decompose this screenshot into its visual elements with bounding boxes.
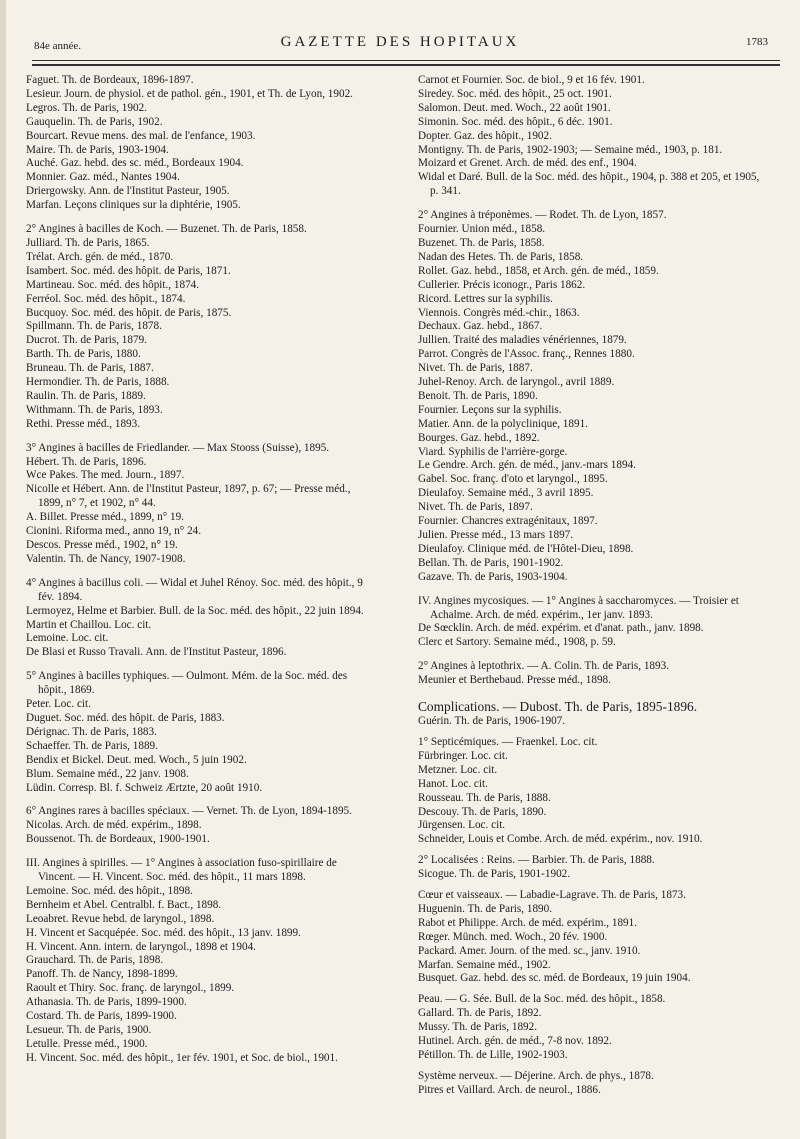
reference-entry: Dopter. Gaz. des hôpit., 1902. (418, 129, 552, 142)
reference-entry: Trélat. Arch. gén. de méd., 1870. (26, 250, 174, 263)
reference-entry: Driergowsky. Ann. de l'Institut Pasteur, 1905. (26, 185, 230, 198)
reference-entry: Peter. Loc. cit. (26, 698, 91, 711)
reference-entry: Jullien. Traité des maladies vénériennes, 1879. (418, 334, 627, 347)
right-column (418, 74, 768, 1098)
reference-entry: Bernheim et Abel. Centralbl. f. Bact., 1898. (26, 898, 222, 911)
reference-entry: Clerc et Sartory. Semaine méd., 1908, p. 59. (418, 636, 616, 649)
reference-entry: Buzenet. Th. de Paris, 1858. (418, 236, 545, 249)
reference-entry: 2° Angines à tréponèmes. — Rodet. Th. de Lyon, 1857. (418, 209, 667, 222)
reference-entry: De Blasi et Russo Travali. Ann. de l'Institut Pasteur, 1896. (26, 646, 287, 659)
reference-entry: Pétillon. Th. de Lille, 1902-1903. (418, 1049, 568, 1061)
reference-entry: Julien. Presse méd., 13 mars 1897. (418, 529, 574, 541)
reference-entry: Complications. — Dubost. Th. de Paris, 1895-1896. (418, 699, 698, 715)
reference-entry: Bruneau. Th. de Paris, 1887. (26, 362, 154, 375)
reference-entry: Nivet. Th. de Paris, 1897. (418, 501, 533, 514)
reference-entry: Cullerier. Précis iconogr., Paris 1862. (418, 278, 586, 291)
reference-entry: Montigny. Th. de Paris, 1902-1903; — Semaine méd., 1903, p. 181. (418, 143, 723, 156)
reference-entry: Hébert. Th. de Paris, 1896. (26, 455, 147, 468)
reference-entry: Lermoyez, Helme et Barbier. Bull. de la Soc. méd. des hôpit., 22 juin 1894. (26, 604, 364, 617)
reference-entry: Wce Pakes. The med. Journ., 1897. (26, 469, 185, 482)
reference-entry: H. Vincent et Sacquépée. Soc. méd. des hôpit., 13 janv. 1899. (26, 926, 301, 939)
reference-entry: Sicogue. Th. de Paris, 1901-1902. (418, 868, 571, 881)
reference-entry: 3° Angines à bacilles de Friedlander. — Max Stooss (Suisse), 1895. (26, 441, 330, 454)
reference-entry: Huguenin. Th. de Paris, 1890. (418, 902, 553, 915)
header-year: 84e année. (34, 40, 82, 52)
reference-entry: Busquet. Gaz. hebd. des sc. méd. de Bordeaux, 19 juin 1904. (418, 972, 691, 985)
reference-entry: Spillmann. Th. de Paris, 1878. (26, 320, 162, 333)
reference-entry: Rœger. Münch. med. Woch., 20 fév. 1900. (418, 930, 608, 943)
reference-entry: Nicolas. Arch. de méd. expérim., 1898. (26, 819, 202, 832)
reference-entry: Matier. Ann. de la polyclinique, 1891. (418, 417, 588, 430)
left-column (26, 74, 376, 1066)
reference-entry: Cionini. Riforma med., anno 19, n° 24. (26, 525, 202, 538)
reference-entry: Gallard. Th. de Paris, 1892. (418, 1007, 542, 1020)
reference-entry: A. Billet. Presse méd., 1899, n° 19. (26, 511, 184, 524)
reference-entry: Packard. Amer. Journ. of the med. sc., janv. 1910. (418, 944, 641, 957)
reference-entry: Juhel-Renoy. Arch. de laryngol., avril 1889. (418, 376, 615, 389)
reference-entry: Gazave. Th. de Paris, 1903-1904. (418, 570, 568, 583)
reference-entry: III. Angines à spirilles. — 1° Angines à association fuso-spirillaire de Vincent. — H. Vincent. Soc. méd. des hôpit., 11 mars 1898. (26, 857, 337, 884)
reference-entry: 6° Angines rares à bacilles spéciaux. — Vernet. Th. de Lyon, 1894-1895. (26, 805, 352, 818)
reference-entry: Jürgensen. Loc. cit. (418, 819, 506, 832)
reference-entry: Fournier. Leçons sur la syphilis. (418, 403, 562, 416)
reference-entry: Mussy. Th. de Paris, 1892. (418, 1021, 538, 1034)
reference-entry: Lemoine. Soc. méd. des hôpit., 1898. (26, 884, 193, 897)
reference-entry: Nicolle et Hébert. Ann. de l'Institut Pasteur, 1897, p. 67; — Presse méd., 1899, n° 7, et 1902, n° 44. (26, 483, 351, 510)
reference-entry: Letulle. Presse méd., 1900. (26, 1037, 148, 1050)
reference-entry: Maire. Th. de Paris, 1903-1904. (26, 143, 169, 156)
reference-entry: Parrot. Congrès de l'Assoc. franç., Rennes 1880. (418, 348, 635, 361)
reference-entry: Bourcart. Revue mens. des mal. de l'enfance, 1903. (26, 129, 256, 142)
reference-entry: Bendix et Bickel. Deut. med. Woch., 5 juin 1902. (26, 753, 247, 766)
reference-entry: Schneider, Louis et Combe. Arch. de méd. expérim., nov. 1910. (418, 833, 703, 846)
reference-entry: Marfan. Leçons cliniques sur la diphtérie, 1905. (26, 199, 241, 212)
reference-entry: Monnier. Gaz. méd., Nantes 1904. (26, 171, 180, 184)
reference-entry: Isambert. Soc. méd. des hôpit. de Paris, 1871. (26, 264, 231, 277)
reference-entry: Lemoine. Loc. cit. (26, 632, 109, 645)
reference-entry: Barth. Th. de Paris, 1880. (26, 348, 141, 361)
header-title: GAZETTE DES HOPITAUX (280, 34, 520, 50)
reference-entry: Schaeffer. Th. de Paris, 1889. (26, 739, 158, 752)
reference-entry: Peau. — G. Sée. Bull. de la Soc. méd. des hôpit., 1858. (418, 993, 666, 1006)
header-rule (32, 60, 780, 61)
reference-entry: Widal et Daré. Bull. de la Soc. méd. des hôpit., 1904, p. 388 et 205, et 1905, p. 341. (418, 171, 760, 198)
reference-entry: Dieulafoy. Semaine méd., 3 avril 1895. (418, 487, 594, 500)
reference-entry: 2° Angines à leptothrix. — A. Colin. Th. de Paris, 1893. (418, 660, 670, 673)
reference-entry: Dechaux. Gaz. hebd., 1867. (418, 320, 543, 333)
reference-entry: Bellan. Th. de Paris, 1901-1902. (418, 556, 564, 569)
reference-entry: Fürbringer. Loc. cit. (418, 749, 508, 762)
reference-entry: Le Gendre. Arch. gén. de méd., janv.-mars 1894. (418, 459, 636, 472)
reference-entry: Legros. Th. de Paris, 1902. (26, 101, 147, 114)
binding-edge (0, 0, 6, 1139)
reference-entry: Rabot et Philippe. Arch. de méd. expérim., 1891. (418, 916, 638, 929)
reference-entry: Cœur et vaisseaux. — Labadie-Lagrave. Th. de Paris, 1873. (418, 889, 686, 902)
header-rule-thick (32, 64, 780, 66)
reference-entry: Athanasia. Th. de Paris, 1899-1900. (26, 996, 187, 1009)
reference-entry: 4° Angines à bacillus coli. — Widal et Juhel Rénoy. Soc. méd. des hôpit., 9 fév. 1894. (26, 576, 363, 603)
reference-entry: Panoff. Th. de Nancy, 1898-1899. (26, 968, 178, 981)
reference-entry: H. Vincent. Ann. intern. de laryngol., 1898 et 1904. (26, 940, 256, 953)
reference-entry: Lüdin. Corresp. Bl. f. Schweiz Ærtzte, 20 août 1910. (26, 781, 263, 794)
reference-entry: Faguet. Th. de Bordeaux, 1896-1897. (26, 74, 194, 86)
reference-entry: Ferréol. Soc. méd. des hôpit., 1874. (26, 292, 186, 305)
reference-entry: Système nerveux. — Déjerine. Arch. de phys., 1878. (418, 1069, 654, 1082)
reference-entry: Pitres et Vaillard. Arch. de neurol., 1886. (418, 1083, 601, 1096)
reference-entry: Descos. Presse méd., 1902, n° 19. (26, 539, 178, 551)
reference-entry: Salomon. Deut. med. Woch., 22 août 1901. (418, 101, 611, 114)
reference-entry: Gauquelin. Th. de Paris, 1902. (26, 115, 163, 128)
reference-entry: Raoult et Thiry. Soc. franç. de laryngol., 1899. (26, 982, 235, 995)
reference-entry: 2° Angines à bacilles de Koch. — Buzenet. Th. de Paris, 1858. (26, 223, 307, 236)
reference-entry: Ducrot. Th. de Paris, 1879. (26, 334, 147, 347)
reference-entry: Duguet. Soc. méd. des hôpit. de Paris, 1883. (26, 711, 225, 724)
reference-entry: H. Vincent. Soc. méd. des hôpit., 1er fév. 1901, et Soc. de biol., 1901. (26, 1051, 338, 1064)
reference-entry: 2° Localisées : Reins. — Barbier. Th. de Paris, 1888. (418, 854, 655, 867)
reference-entry: Raulin. Th. de Paris, 1889. (26, 389, 146, 402)
reference-entry: Fournier. Chancres extragénitaux, 1897. (418, 515, 598, 528)
reference-entry: Meunier et Berthebaud. Presse méd., 1898. (418, 674, 611, 687)
reference-entry: Viard. Syphilis de l'arrière-gorge. (418, 445, 568, 458)
reference-entry: Dérignac. Th. de Paris, 1883. (26, 725, 157, 738)
reference-entry: Martin et Chaillou. Loc. cit. (26, 618, 152, 631)
reference-entry: Descouy. Th. de Paris, 1890. (418, 805, 547, 818)
reference-entry: Hanot. Loc. cit. (418, 777, 488, 790)
reference-entry: Julliard. Th. de Paris, 1865. (26, 236, 150, 249)
reference-entry: Fournier. Union méd., 1858. (418, 223, 546, 236)
reference-entry: Rethi. Presse méd., 1893. (26, 417, 141, 430)
reference-entry: Blum. Semaine méd., 22 janv. 1908. (26, 767, 189, 780)
reference-entry: Boussenot. Th. de Bordeaux, 1900-1901. (26, 833, 210, 846)
reference-entry: Guérin. Th. de Paris, 1906-1907. (418, 715, 566, 728)
reference-entry: Ricord. Lettres sur la syphilis. (418, 292, 553, 305)
reference-entry: De Sœcklin. Arch. de méd. expérim. et d'anat. path., janv. 1898. (418, 622, 704, 635)
reference-entry: Martineau. Soc. méd. des hôpit., 1874. (26, 278, 200, 291)
reference-entry: Bucquoy. Soc. méd. des hôpit. de Paris, 1875. (26, 306, 232, 319)
reference-entry: Simonin. Soc. méd. des hôpit., 6 déc. 1901. (418, 115, 613, 128)
reference-entry: Dieulafoy. Clinique méd. de l'Hôtel-Dieu, 1898. (418, 542, 634, 555)
reference-entry: 1° Septicémiques. — Fraenkel. Loc. cit. (418, 735, 598, 748)
reference-entry: Lesueur. Th. de Paris, 1900. (26, 1024, 152, 1036)
reference-entry: Costard. Th. de Paris, 1899-1900. (26, 1010, 177, 1023)
reference-entry: Metzner. Loc. cit. (418, 763, 498, 776)
reference-entry: Leoabret. Revue hebd. de laryngol., 1898. (26, 912, 215, 925)
reference-entry: Benoit. Th. de Paris, 1890. (418, 389, 538, 402)
reference-entry: 5° Angines à bacilles typhiques. — Oulmont. Mém. de la Soc. méd. des hôpit., 1869. (26, 670, 348, 697)
reference-entry: Gabel. Soc. franç. d'oto et laryngol., 1895. (418, 473, 608, 486)
page-number: 1783 (746, 36, 768, 48)
reference-entry: Moizard et Grenet. Arch. de méd. des enf., 1904. (418, 157, 637, 170)
reference-entry: Carnot et Fournier. Soc. de biol., 9 et 16 fév. 1901. (418, 74, 645, 86)
reference-entry: Withmann. Th. de Paris, 1893. (26, 403, 163, 416)
reference-entry: Rousseau. Th. de Paris, 1888. (418, 791, 551, 804)
reference-entry: Rollet. Gaz. hebd., 1858, et Arch. gén. de méd., 1859. (418, 264, 659, 277)
reference-entry: Grauchard. Th. de Paris, 1898. (26, 954, 164, 967)
reference-entry: Hermondier. Th. de Paris, 1888. (26, 376, 170, 389)
reference-entry: Auché. Gaz. hebd. des sc. méd., Bordeaux 1904. (26, 157, 244, 170)
reference-entry: Lesieur. Journ. de physiol. et de pathol. gén., 1901, et Th. de Lyon, 1902. (26, 87, 353, 100)
reference-entry: IV. Angines mycosiques. — 1° Angines à saccharomyces. — Troisier et Achalme. Arch. de méd. expérim., 1er janv. 1893. (418, 594, 739, 621)
reference-entry: Hutinel. Arch. gén. de méd., 7-8 nov. 1892. (418, 1035, 612, 1048)
reference-entry: Valentin. Th. de Nancy, 1907-1908. (26, 552, 186, 565)
reference-entry: Nadan des Hetes. Th. de Paris, 1858. (418, 250, 584, 263)
reference-entry: Siredey. Soc. méd. des hôpit., 25 oct. 1901. (418, 87, 612, 100)
reference-entry: Marfan. Semaine méd., 1902. (418, 958, 551, 971)
reference-entry: Bourges. Gaz. hebd., 1892. (418, 431, 540, 444)
reference-entry: Viennois. Congrès méd.-chir., 1863. (418, 306, 580, 319)
reference-entry: Nivet. Th. de Paris, 1887. (418, 362, 533, 375)
